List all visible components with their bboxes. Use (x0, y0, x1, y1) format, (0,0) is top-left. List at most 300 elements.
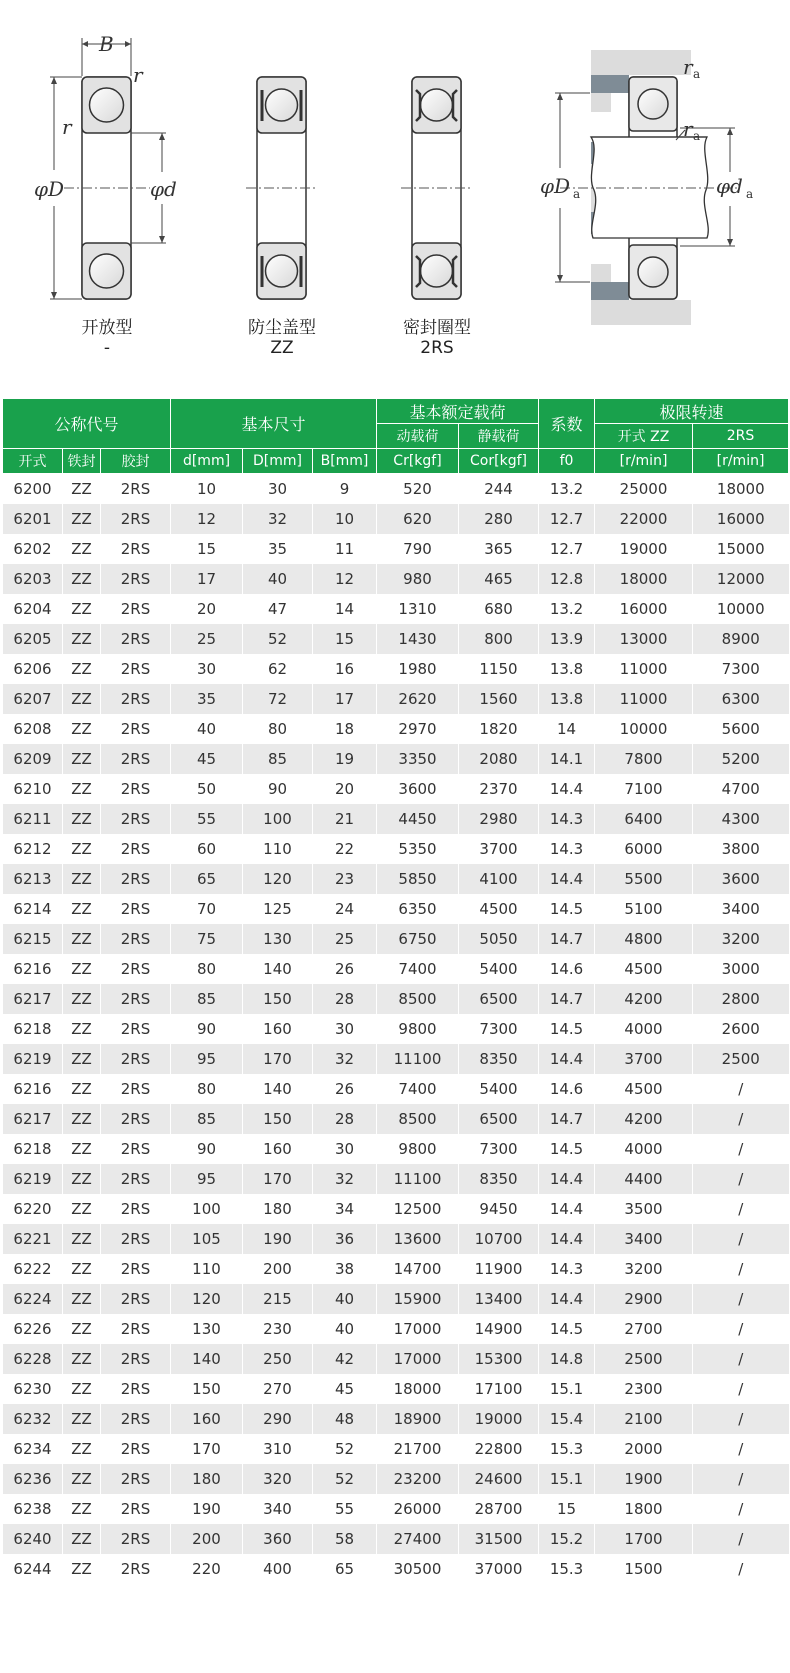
table-cell: 6400 (595, 804, 693, 834)
table-cell: 11 (313, 534, 377, 564)
bearing-diagrams (0, 0, 790, 380)
table-cell: 4200 (595, 984, 693, 1014)
table-cell: 12.8 (539, 564, 595, 594)
table-cell: 2RS (101, 1344, 171, 1374)
table-cell: 90 (171, 1134, 243, 1164)
table-cell: ZZ (63, 924, 101, 954)
table-cell: 22800 (459, 1434, 539, 1464)
table-cell: 15.3 (539, 1554, 595, 1584)
table-cell: 47 (243, 594, 313, 624)
label-ra-mid: r (683, 117, 693, 141)
table-cell: 2900 (595, 1284, 693, 1314)
table-cell: 50 (171, 774, 243, 804)
th-f0: f0 (539, 449, 595, 474)
table-cell: 9800 (377, 1014, 459, 1044)
table-cell: 6210 (3, 774, 63, 804)
table-cell: 200 (243, 1254, 313, 1284)
table-cell: 180 (243, 1194, 313, 1224)
table-cell: / (693, 1494, 789, 1524)
table-cell: 15.3 (539, 1434, 595, 1464)
table-cell: 6236 (3, 1464, 63, 1494)
caption-2rs-code: 2RS (420, 338, 454, 358)
table-cell: / (693, 1074, 789, 1104)
table-cell: 48 (313, 1404, 377, 1434)
table-cell: / (693, 1374, 789, 1404)
table-cell: 3200 (693, 924, 789, 954)
table-cell: 2RS (101, 504, 171, 534)
table-cell: 6216 (3, 954, 63, 984)
table-cell: 45 (171, 744, 243, 774)
table-cell: ZZ (63, 1344, 101, 1374)
table-cell: 18000 (693, 474, 789, 505)
table-cell: 2RS (101, 1464, 171, 1494)
table-cell: 100 (243, 804, 313, 834)
table-cell: 6205 (3, 624, 63, 654)
table-cell: 52 (243, 624, 313, 654)
table-row (3, 1074, 789, 1104)
table-cell: 9 (313, 474, 377, 505)
table-cell: 105 (171, 1224, 243, 1254)
table-cell: 2600 (693, 1014, 789, 1044)
table-cell: 7800 (595, 744, 693, 774)
table-cell: 2080 (459, 744, 539, 774)
table-row (3, 1374, 789, 1404)
table-cell: 3000 (693, 954, 789, 984)
table-cell: ZZ (63, 534, 101, 564)
table-cell: ZZ (63, 744, 101, 774)
table-cell: 32 (243, 504, 313, 534)
table-cell: 6216 (3, 1074, 63, 1104)
table-row (3, 684, 789, 714)
table-cell: 160 (171, 1404, 243, 1434)
table-cell: 110 (243, 834, 313, 864)
table-cell: ZZ (63, 804, 101, 834)
table-cell: 19 (313, 744, 377, 774)
table-cell: 6215 (3, 924, 63, 954)
table-row (3, 1224, 789, 1254)
table-cell: 6230 (3, 1374, 63, 1404)
table-cell: 15.4 (539, 1404, 595, 1434)
table-cell: 6232 (3, 1404, 63, 1434)
th-open-zz: 开式 ZZ (595, 424, 693, 449)
table-cell: 270 (243, 1374, 313, 1404)
table-cell: ZZ (63, 594, 101, 624)
table-cell: 2RS (101, 1314, 171, 1344)
table-cell: 95 (171, 1044, 243, 1074)
table-row (3, 1104, 789, 1134)
table-cell: 2RS (101, 594, 171, 624)
table-cell: / (693, 1134, 789, 1164)
table-row (3, 1044, 789, 1074)
table-cell: 52 (313, 1434, 377, 1464)
table-cell: ZZ (63, 1224, 101, 1254)
table-cell: 6220 (3, 1194, 63, 1224)
table-cell: / (693, 1284, 789, 1314)
table-cell: 23 (313, 864, 377, 894)
table-cell: 1820 (459, 714, 539, 744)
table-cell: 30500 (377, 1554, 459, 1584)
th-nominal-code: 公称代号 (3, 399, 171, 449)
table-cell: 620 (377, 504, 459, 534)
table-cell: 15 (171, 534, 243, 564)
th-B-mm: B[mm] (313, 449, 377, 474)
table-cell: 12.7 (539, 504, 595, 534)
table-cell: 5400 (459, 954, 539, 984)
table-cell: 35 (243, 534, 313, 564)
table-cell: 2RS (101, 1224, 171, 1254)
table-cell: 15.1 (539, 1464, 595, 1494)
table-cell: 14.5 (539, 894, 595, 924)
table-cell: 14.3 (539, 834, 595, 864)
label-ra-top: r (683, 55, 693, 79)
table-cell: 6244 (3, 1554, 63, 1584)
table-cell: 14.7 (539, 984, 595, 1014)
table-row (3, 774, 789, 804)
table-row (3, 894, 789, 924)
table-cell: 3400 (693, 894, 789, 924)
table-cell: 40 (313, 1314, 377, 1344)
table-cell: ZZ (63, 1104, 101, 1134)
table-cell: ZZ (63, 1134, 101, 1164)
table-cell: 100 (171, 1194, 243, 1224)
table-cell: 13.9 (539, 624, 595, 654)
table-cell: 7400 (377, 1074, 459, 1104)
caption-open-name: 开放型 (81, 318, 133, 338)
label-phiDa-sub: a (573, 187, 581, 201)
table-row (3, 924, 789, 954)
table-cell: 18000 (595, 564, 693, 594)
table-cell: 14700 (377, 1254, 459, 1284)
table-cell: 65 (171, 864, 243, 894)
table-cell: ZZ (63, 1164, 101, 1194)
table-cell: 360 (243, 1524, 313, 1554)
table-cell: 14.6 (539, 954, 595, 984)
table-cell: 200 (171, 1524, 243, 1554)
caption-zz (232, 318, 332, 358)
table-cell: 13400 (459, 1284, 539, 1314)
table-cell: 10000 (595, 714, 693, 744)
table-cell: 6221 (3, 1224, 63, 1254)
table-cell: ZZ (63, 864, 101, 894)
table-cell: ZZ (63, 624, 101, 654)
table-cell: 2RS (101, 684, 171, 714)
table-cell: 250 (243, 1344, 313, 1374)
table-cell: 35 (171, 684, 243, 714)
table-cell: 2RS (101, 954, 171, 984)
th-rpm-2: [r/min] (693, 449, 789, 474)
table-cell: 1310 (377, 594, 459, 624)
table-cell: 6224 (3, 1284, 63, 1314)
2rs-bearing-drawing (401, 77, 473, 299)
table-cell: 6206 (3, 654, 63, 684)
table-cell: 120 (243, 864, 313, 894)
table-cell: ZZ (63, 1284, 101, 1314)
table-cell: / (693, 1554, 789, 1584)
open-bearing-drawing (34, 32, 177, 299)
table-cell: 24600 (459, 1464, 539, 1494)
table-cell: 30 (171, 654, 243, 684)
table-row (3, 984, 789, 1014)
table-cell: 13.8 (539, 684, 595, 714)
table-cell: 6000 (595, 834, 693, 864)
th-D-mm: D[mm] (243, 449, 313, 474)
table-cell: 2970 (377, 714, 459, 744)
table-cell: 6228 (3, 1344, 63, 1374)
table-cell: 24 (313, 894, 377, 924)
table-cell: 4300 (693, 804, 789, 834)
table-cell: / (693, 1194, 789, 1224)
table-cell: 19000 (459, 1404, 539, 1434)
table-cell: 11100 (377, 1044, 459, 1074)
table-cell: 2100 (595, 1404, 693, 1434)
table-cell: 980 (377, 564, 459, 594)
table-cell: 2RS (101, 654, 171, 684)
table-cell: / (693, 1254, 789, 1284)
table-cell: 2RS (101, 1284, 171, 1314)
table-cell: ZZ (63, 834, 101, 864)
th-basic-dims: 基本尺寸 (171, 399, 377, 449)
table-cell: 2620 (377, 684, 459, 714)
table-cell: 14.4 (539, 774, 595, 804)
th-coefficient: 系数 (539, 399, 595, 449)
table-cell: 14.6 (539, 1074, 595, 1104)
caption-2rs (387, 318, 487, 358)
table-cell: 34 (313, 1194, 377, 1224)
table-cell: 14.7 (539, 1104, 595, 1134)
table-cell: 20 (313, 774, 377, 804)
table-cell: 6350 (377, 894, 459, 924)
table-cell: 15.2 (539, 1524, 595, 1554)
table-cell: ZZ (63, 684, 101, 714)
label-phiD: φD (34, 177, 65, 201)
table-cell: 85 (243, 744, 313, 774)
table-cell: 320 (243, 1464, 313, 1494)
table-cell: / (693, 1314, 789, 1344)
table-cell: 6500 (459, 984, 539, 1014)
table-cell: 22 (313, 834, 377, 864)
table-cell: 12500 (377, 1194, 459, 1224)
table-cell: 2RS (101, 744, 171, 774)
table-cell: 4500 (595, 954, 693, 984)
table-cell: 75 (171, 924, 243, 954)
table-cell: 680 (459, 594, 539, 624)
table-cell: 3350 (377, 744, 459, 774)
table-cell: 3700 (459, 834, 539, 864)
table-cell: ZZ (63, 654, 101, 684)
table-cell: ZZ (63, 1524, 101, 1554)
table-cell: 8500 (377, 984, 459, 1014)
table-cell: 15 (313, 624, 377, 654)
table-cell: 26 (313, 954, 377, 984)
th-rpm-1: [r/min] (595, 449, 693, 474)
table-cell: 10000 (693, 594, 789, 624)
table-cell: 280 (459, 504, 539, 534)
table-cell: 14.5 (539, 1014, 595, 1044)
table-cell: 80 (243, 714, 313, 744)
table-cell: 11900 (459, 1254, 539, 1284)
table-cell: 5050 (459, 924, 539, 954)
table-cell: 215 (243, 1284, 313, 1314)
table-cell: 8500 (377, 1104, 459, 1134)
table-cell: 2RS (101, 564, 171, 594)
table-cell: ZZ (63, 564, 101, 594)
table-cell: 25 (171, 624, 243, 654)
table-cell: 2RS (101, 984, 171, 1014)
table-cell: 18000 (377, 1374, 459, 1404)
table-row (3, 1194, 789, 1224)
table-cell: 32 (313, 1164, 377, 1194)
table-cell: ZZ (63, 474, 101, 505)
table-cell: 125 (243, 894, 313, 924)
table-cell: 15300 (459, 1344, 539, 1374)
table-cell: 22000 (595, 504, 693, 534)
caption-open (57, 318, 157, 358)
table-row (3, 1254, 789, 1284)
table-cell: 1900 (595, 1464, 693, 1494)
table-cell: ZZ (63, 1494, 101, 1524)
table-cell: 2000 (595, 1434, 693, 1464)
table-cell: 27400 (377, 1524, 459, 1554)
table-cell: 3800 (693, 834, 789, 864)
table-cell: 21 (313, 804, 377, 834)
table-row (3, 654, 789, 684)
table-cell: 95 (171, 1164, 243, 1194)
table-cell: 90 (243, 774, 313, 804)
table-cell: 3600 (377, 774, 459, 804)
table-row (3, 804, 789, 834)
table-cell: 2RS (101, 894, 171, 924)
table-cell: 1430 (377, 624, 459, 654)
table-cell: 10 (313, 504, 377, 534)
table-cell: 14.4 (539, 1044, 595, 1074)
table-cell: ZZ (63, 1194, 101, 1224)
table-cell: 2370 (459, 774, 539, 804)
table-row (3, 1014, 789, 1044)
table-cell: ZZ (63, 1554, 101, 1584)
table-cell: 2300 (595, 1374, 693, 1404)
table-row (3, 1554, 789, 1584)
table-cell: 40 (171, 714, 243, 744)
table-cell: 5600 (693, 714, 789, 744)
table-cell: 45 (313, 1374, 377, 1404)
table-cell: 28700 (459, 1494, 539, 1524)
table-cell: 14.3 (539, 804, 595, 834)
table-cell: 14 (313, 594, 377, 624)
table-cell: 130 (243, 924, 313, 954)
table-cell: 2RS (101, 1134, 171, 1164)
table-cell: 2RS (101, 864, 171, 894)
th-2rs: 2RS (693, 424, 789, 449)
table-cell: 4800 (595, 924, 693, 954)
table-row (3, 1284, 789, 1314)
table-cell: 14.4 (539, 1164, 595, 1194)
table-cell: 170 (171, 1434, 243, 1464)
table-cell: / (693, 1344, 789, 1374)
table-cell: ZZ (63, 1254, 101, 1284)
table-cell: 4200 (595, 1104, 693, 1134)
table-row (3, 1434, 789, 1464)
bearing-spec-table (2, 398, 789, 1584)
table-cell: 58 (313, 1524, 377, 1554)
table-cell: 800 (459, 624, 539, 654)
table-cell: 5850 (377, 864, 459, 894)
th-limit-speed: 极限转速 (595, 399, 789, 424)
table-cell: 4450 (377, 804, 459, 834)
table-cell: 14.4 (539, 1284, 595, 1314)
table-cell: 4500 (459, 894, 539, 924)
table-cell: 8900 (693, 624, 789, 654)
table-cell: 130 (171, 1314, 243, 1344)
table-row (3, 864, 789, 894)
table-cell: / (693, 1404, 789, 1434)
table-body (3, 474, 789, 1585)
table-cell: 6238 (3, 1494, 63, 1524)
table-cell: 11100 (377, 1164, 459, 1194)
table-cell: 37000 (459, 1554, 539, 1584)
table-cell: 6209 (3, 744, 63, 774)
table-cell: 1500 (595, 1554, 693, 1584)
table-cell: 190 (243, 1224, 313, 1254)
table-cell: 340 (243, 1494, 313, 1524)
table-cell: 11000 (595, 654, 693, 684)
table-cell: 6211 (3, 804, 63, 834)
table-cell: 4000 (595, 1134, 693, 1164)
table-cell: 2800 (693, 984, 789, 1014)
table-cell: 150 (171, 1374, 243, 1404)
table-cell: 13.8 (539, 654, 595, 684)
table-cell: ZZ (63, 984, 101, 1014)
table-cell: 30 (313, 1014, 377, 1044)
table-cell: 60 (171, 834, 243, 864)
table-cell: 6201 (3, 504, 63, 534)
table-cell: 2RS (101, 534, 171, 564)
table-cell: 11000 (595, 684, 693, 714)
table-cell: 17100 (459, 1374, 539, 1404)
table-cell: 3400 (595, 1224, 693, 1254)
table-cell: 40 (313, 1284, 377, 1314)
table-cell: 72 (243, 684, 313, 714)
table-cell: 14.7 (539, 924, 595, 954)
label-phida: φd (716, 174, 743, 198)
table-cell: 1150 (459, 654, 539, 684)
table-cell: 4000 (595, 1014, 693, 1044)
table-cell: 80 (171, 1074, 243, 1104)
table-cell: / (693, 1224, 789, 1254)
table-row (3, 714, 789, 744)
table-cell: 160 (243, 1014, 313, 1044)
table-cell: 14.5 (539, 1314, 595, 1344)
table-cell: 6226 (3, 1314, 63, 1344)
table-cell: 2RS (101, 1074, 171, 1104)
table-cell: 4700 (693, 774, 789, 804)
table-cell: 2500 (595, 1344, 693, 1374)
table-cell: 2RS (101, 1194, 171, 1224)
table-cell: 170 (243, 1164, 313, 1194)
table-cell: 6300 (693, 684, 789, 714)
caption-zz-name: 防尘盖型 (248, 318, 316, 338)
table-cell: 170 (243, 1044, 313, 1074)
table-cell: 6500 (459, 1104, 539, 1134)
table-cell: 10 (171, 474, 243, 505)
table-cell: 70 (171, 894, 243, 924)
table-row (3, 1464, 789, 1494)
table-cell: 52 (313, 1464, 377, 1494)
table-cell: 3500 (595, 1194, 693, 1224)
table-cell: ZZ (63, 1044, 101, 1074)
table-row (3, 1314, 789, 1344)
table-cell: 2RS (101, 1374, 171, 1404)
table-cell: 2RS (101, 1404, 171, 1434)
